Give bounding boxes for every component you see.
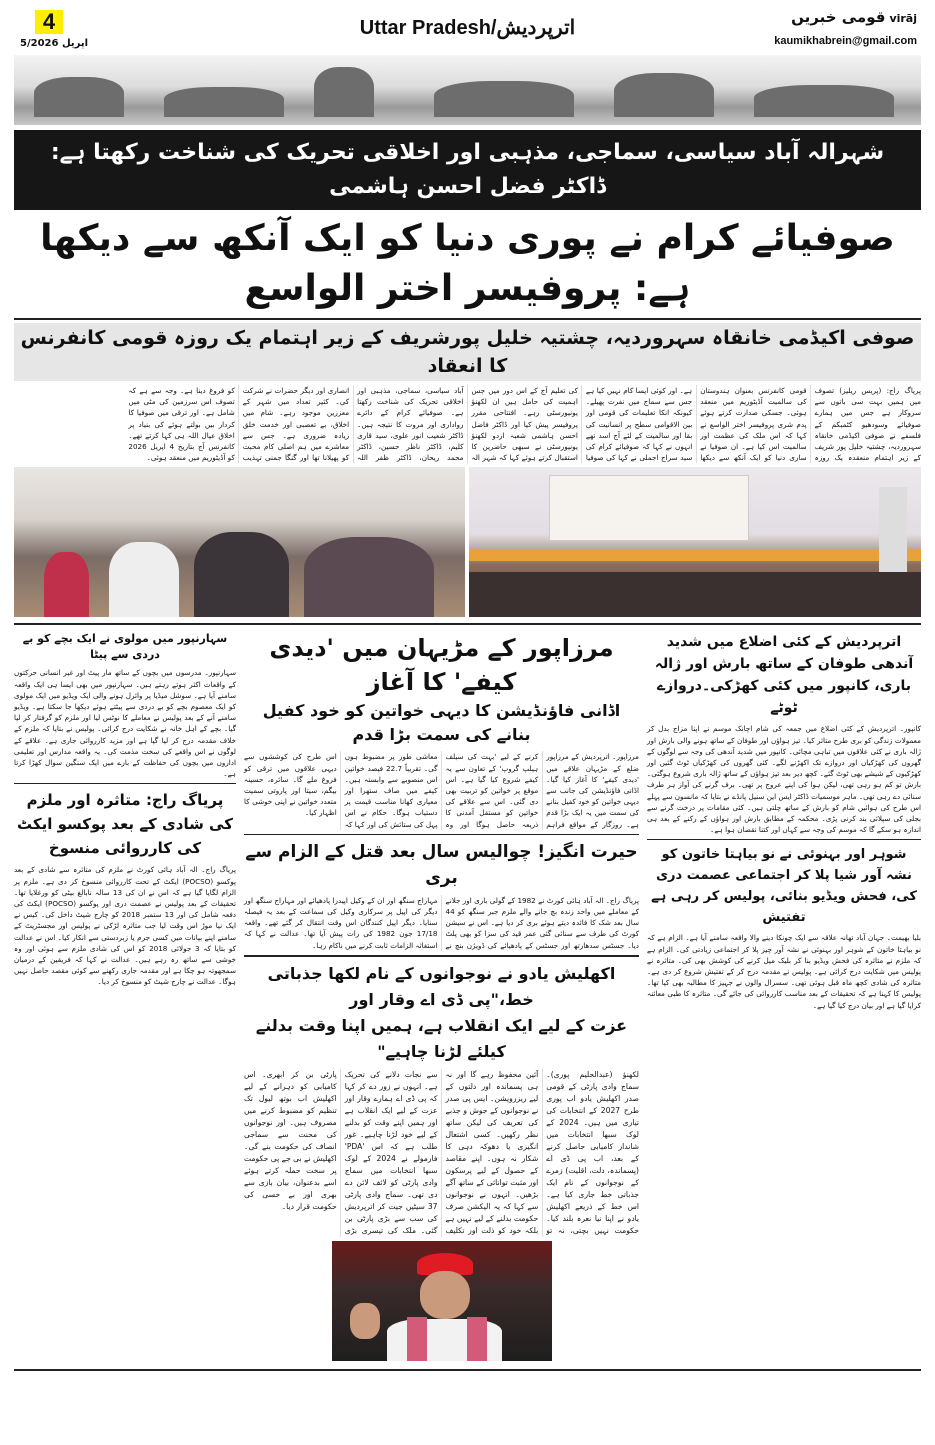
mirzapur-headline: مرزاپور کے مڑیہان میں 'دیدی کیفے' کا آغاز: [269, 634, 614, 697]
acquittal-body: پریاگ راج۔ الہ آباد ہائی کورٹ نے 1982 کے گولی باری اور جلانے کے معاملے میں واحد زندہ بچ جانے والے ملزم جبر سنگھ کو 44 سال بعد شک کا فائدہ دیتے ہوئے بری کر دیا ہے۔ اس نے سیشن کورٹ کی طرف سے سنائی گئی عمر قید کی سزا کو بھی پلٹ دیا۔ جسٹس سدھارتھ اور جسٹس کے پادھیائے کی ڈویژن بنچ نے مہاراج سنگھ اور ان کے وکیل اپیدرا پادھیائے اور مہاراج سنگھ اور دیگر کی اپیل پر سرکاری وکیل کی سماعت کے بعد یہ فیصلہ سنایا۔ دیگر اپیل کنندگان اس وقت انتقال کر گئے تھے۔ واقعہ 17/18 جون 1982 کی رات پیش آیا تھا۔ عدالت نے کہا کہ استغاثہ الزامات ثابت کرنے میں ناکام رہا۔: [244, 895, 639, 950]
logo-mark-icon: virāj: [889, 12, 917, 25]
left-column: [14, 631, 236, 987]
akhilesh-headline-line1: اکھلیش یادو نے نوجوانوں کے نام لکھا جذباتی خط،"پی ڈی اے وقار اور: [267, 963, 616, 1009]
acquittal-headline: حیرت انگیز! چوالیس سال بعد قتل کے الزام سے بری: [245, 841, 638, 888]
divider: [14, 318, 921, 320]
storm-headline: اترپردیش کے کئی اضلاع میں شدید آندھی طوفان کے ساتھ بارش اور ژالہ باری، کانپور میں کئی کھڑکی۔دروازے ٹوٹے: [654, 634, 914, 717]
saharanpur-body: سہارنپور۔ مدرسوں میں بچوں کے ساتھ مار پیٹ اور غیر انسانی حرکتوں کے واقعات اکثر ہوتے رہتے ہیں۔ سہارنپور میں بھی ایسا ہی ایک واقعہ سامنے آیا ہے۔ سوشل میڈیا پر وائرل ہونے والی ایک ویڈیو میں ایک مولوی کو ایک معصوم بچے کو بے دردی سے پیٹتے ہوئے دیکھا جا سکتا ہے۔ ویڈیو سامنے آنے کے بعد پولیس نے معاملے کا نوٹس لیا اور ملزم کو گرفتار کر لیا گیا۔ بچے کے اہل خانہ نے شکایت درج کرائی۔ پولیس نے بتایا کہ ملزم کے خلاف مقدمہ درج کر لیا گیا ہے اور مزید کارروائی جاری ہے۔ علاقے کے لوگوں نے اس واقعے کی سخت مذمت کی۔ یہ واقعہ مدارس اور تعلیمی اداروں میں بچوں کی حفاظت کے بارے میں ایک سنگین سوال کھڑا کرتا ہے۔: [14, 668, 236, 779]
contact-email[interactable]: kaumikhabrein@gmail.com: [774, 35, 917, 47]
saharanpur-headline: سہارنپور میں مولوی نے ایک بچے کو بے دردی سے پیٹا: [22, 632, 228, 662]
assault-headline: شوہر اور بہنوئی نے نو بیاہتا خاتون کو نشہ آور شیا پلا کر اجتماعی عصمت دری کی، فحش ویڈیو بنائی، پولیس کر رہی ہے تفتیش: [651, 847, 917, 926]
divider: [14, 623, 921, 625]
masthead: [14, 0, 921, 52]
divider: [14, 783, 236, 784]
akhilesh-yadav-photo: [332, 1241, 552, 1361]
issue-date: 5/اپریل 2026: [20, 38, 89, 49]
akhilesh-body: لکھنؤ (عبدالحلیم پوری)۔ سماج وادی پارٹی کے قومی صدر اکھلیش یادو اب پوری طرح 2027 کے انتخابات کی تیاری میں ہیں۔ 2024 کے لوک سبھا انتخابات میں شاندار کامیابی حاصل کرنے کے بعد، اب پی ڈی اے (پسماندہ، دلت، اقلیت) زمرے کے نوجوانوں کے نام ایک جذباتی خط جاری کیا ہے۔ اس خط کے ذریعے اکھلیش یادو نے اپنا نیا نعرہ بلند کیا۔ حکومت نہیں بچتی، نہ تو آئین محفوظ رہے گا اور نہ ہی پسماندہ اور دلتوں کے لیے ریزرویشن۔ ایس پی صدر نے نوجوانوں کے جوش و جذبے کی تعریف کی لیکن ساتھ نظر رکھیں۔ کسی اشتعال انگیزی یا دھوکہ دہی کا شکار نہ ہوں۔ اپنے مقاصد کے حصول کے لیے پرسکون اور مثبت توانائی کے ساتھ آگے بڑھیں۔ انہوں نے نوجوانوں سے کہا کہ یہ الیکشن صرف حکومت بدلنے کے لیے نہیں ہے بلکہ خود کو ذلت اور تکلیف سے نجات دلانے کی تحریک ہے۔ انہوں نے زور دے کر کہا کہ پی ڈی اے ہمارے وقار اور عزت کے لیے ایک انقلاب ہے اور ہمیں اپنے وقت کو بدلنے کے لیے خود لڑنا چاہیے۔ غور طلب ہے کہ اس 'PDA' فارمولے نے 2024 کے لوک سبھا انتخابات میں سماج وادی پارٹی کو لائف لائن دے دی تھی۔ سماج وادی پارٹی 37 سیٹیں جیت کر اترپردیش کی سب سے بڑی پارٹی بن گئی۔ ملک کی تیسری بڑی پارٹی بن کر ابھری۔ اس کامیابی کو دہرانے کے لیے اکھلیش اب بوتھ لیول تک تنظیم کو مضبوط کرنے میں مصروف ہیں۔ اور نوجوانوں کی محنت سے سماجی انصاف کی حکومت بنے گی۔ اکھلیش نے بی جے پی حکومت پر سخت حملہ کرتے ہوئے اسے بدعنوان، بیان بازی سے بھری اور بے حسی کی حکومت قرار دیا۔: [244, 1069, 639, 1235]
newspaper-logo: [791, 6, 917, 30]
lead-photos: [14, 467, 921, 617]
mirzapur-subheadline: اڈانی فاؤنڈیشن کا دیہی خواتین کو خود کفیل بنانے کی سمت بڑا قدم: [262, 701, 621, 745]
divider: [244, 834, 639, 835]
lead-top-banner: شہرالہ آباد سیاسی، سماجی، مذہبی اور اخلاقی تحریک کی شناخت رکھتا ہے: ڈاکٹر فضل احسن ہاشمی: [14, 130, 921, 210]
right-column: [647, 631, 921, 1010]
conference-stage-photo: [469, 467, 921, 617]
storm-body: کانپور۔ اترپردیش کے کئی اضلاع میں جمعہ کی شام اچانک موسم نے اپنا مزاج بدل کر معمولات زندگی کو بری طرح متاثر کیا۔ تیز ہواؤں اور طوفان کے ساتھ ہونے والی بارش اور ژالہ باری نے کئی علاقوں میں تباہی مچائی۔ کانپور میں شدید آندھی کی وجہ سے لوگوں کے گھروں کی کھڑکیاں اور دروازے تک اکھڑنے لگے۔ کئی گھروں کی کھڑکیاں ٹوٹ گئیں اور کھڑکیوں کے شیشے بھی ٹوٹ گئے۔ کچھ دیر بعد تیز ہواؤں کے ساتھ ژالہ باری شروع ہوگئی۔ بارش تو کم ہو رہی تھی، لیکن ہوا کی اپنے عروج پر تھی۔ برف گرنے کی آواز ہر طرف سنائی دے رہی تھی۔ ماہر موسمیات ڈاکٹر ایس این سنیل پانڈے نے بتایا کہ مانسون سے پہلے اس طرح کی ہوائیں شام کو بارش کے ساتھ چلتی ہیں۔ کئی مقامات پر درخت گرنے سے بجلی کی سپلائی بند کرنی پڑی۔ محکمہ کے مطابق بارش اور ہواؤں کے رکنے کے بعد ہی اندازہ ہو سکے گا کہ موسم کی وجہ سے کہاں اور کتنا نقصان ہوا ہے۔: [647, 724, 921, 835]
lead-headline: صوفیائے کرام نے پوری دنیا کو ایک آنکھ سے دیکھا ہے: پروفیسر اختر الواسع: [40, 218, 895, 309]
divider: [244, 955, 639, 957]
logo-text: قومی خبریں: [791, 8, 886, 26]
page-number: 4: [35, 10, 63, 34]
akhilesh-headline-line2: عزت کے لیے ایک انقلاب ہے، ہمیں اپنا وقت بدلنے کیلئے لڑنا چاہیے": [255, 1015, 628, 1061]
page-title: Uttar Pradesh/اترپردیش: [359, 17, 576, 39]
footer-rule: [14, 1369, 921, 1371]
monuments-banner-image: [14, 55, 921, 125]
divider: [647, 839, 921, 840]
prayagraj-pocso-body: پریاگ راج۔ الہ آباد ہائی کورٹ نے ملزم کی متاثرہ سے شادی کے بعد پوکسو (POCSO) ایکٹ کے تحت کارروائی منسوخ کر دی ہے۔ ملزم پر الزام لگایا گیا ہے کہ اس نے ان کی 13 سالہ نابالغ بیٹی کو ورغلایا تھا۔ تحقیقات کے بعد پولیس نے عصمت دری اور پوکسو (POCSO) ایکٹ کی دفعہ شامل کی اور 13 ستمبر 2018 کو چارج شیٹ داخل کی۔ کیس نے ایک نیا موڑ اس وقت لیا جب متاثرہ لڑکی نے پولیس اور مجسٹریٹ کے سامنے اپنے بیانات میں کسی جرم یا زبردستی سے انکار کیا۔ اس نے عدالت کو بتایا کہ 3 جولائی 2018 کو اس کی شادی ملزم سے ہوئی اور وہ خوشی سے ساتھ رہ رہے ہیں۔ عدالت نے کہا کہ فریقین کے درمیان سمجھوتہ ہو چکا ہے اور مقدمہ جاری رکھنے سے کوئی مقصد حاصل نہیں ہوگا۔ عدالت نے چارج شیٹ کو منسوخ کر دیا۔: [14, 865, 237, 987]
mirzapur-body: مرزاپور۔ اترپردیش کے مرزاپور ضلع کے مڑیہان علاقے میں 'دیدی کیفے' کا آغاز کیا گیا۔ اڈانی فاؤنڈیشن کی جانب سے دیہی خواتین کو خود کفیل بنانے کی سمت میں یہ ایک بڑا قدم ہے۔ روزگار کے مواقع فراہم کرنے کے لیے 'بہت کی سیلف ہیلپ گروپ' کے تعاون سے یہ کیفے شروع کیا گیا ہے۔ اس موقع پر خواتین کو تربیت بھی دی گئی۔ اس سے علاقے کی خواتین کو مستقل آمدنی کا ذریعہ حاصل ہوگا اور وہ معاشی طور پر مضبوط ہوں گی۔ تقریباً 22.7 فیصد خواتین اس منصوبے سے وابستہ ہیں۔ کیفے میں صاف ستھرا اور معیاری کھانا مناسب قیمت پر دستیاب ہوگا۔ حکام نے اس پہل کی ستائش کی اور کہا کہ اس طرح کی کوششوں سے دیہی علاقوں میں ترقی کو فروغ ملے گا۔ سائرہ، حسینہ بیگم، سیتا اور پاروتی سمیت متعدد خواتین نے اپنی خوشی کا اظہار کیا۔: [244, 752, 639, 829]
conference-audience-photo: [14, 467, 465, 617]
assault-body: بلیا بھیمت۔ جہان آباد تھانہ علاقہ سے ایک چونکا دینے والا واقعہ سامنے آیا ہے۔ الزام ہے کہ نو بیاہتا خاتون کے شوہر اور بہنوئی نے نشہ آور چیز پلا کر اجتماعی زیادتی کی۔ الزام ہے کہ ملزم نے متاثرہ کی فحش ویڈیو بنا کر بلیک میل کرنے کی کوشش بھی کی۔ متاثرہ نے پولیس میں شکایت درج کرائی ہے۔ پولیس نے مقدمہ درج کر کے تفتیش شروع کر دی ہے۔ متاثرہ کی شادی کچھ ماہ قبل ہوئی تھی۔ سسرال والوں نے جہیز کا مطالبہ بھی کیا تھا۔ پولیس کا کہنا ہے کہ تحقیقات کے بعد مناسب کارروائی کی جائے گی۔ متاثرہ کا طبی معائنہ کرایا گیا ہے اور بیان درج کیا گیا ہے۔: [647, 933, 921, 1010]
lead-subheadline: صوفی اکیڈمی خانقاہ سہروردیہ، چشتیہ خلیل پورشریف کے زیر اہتمام یک روزہ قومی کانفرنس کا انعقاد: [14, 323, 921, 381]
middle-column: [244, 631, 639, 1360]
prayagraj-pocso-headline: پریاگ راج: متاثرہ اور ملزم کی شادی کے بعد پوکسو ایکٹ کی کارروائی منسوخ: [17, 791, 233, 858]
lead-body: پریاگ راج: (پریس ریلیز) تصوف میں ہمیں بہت سی باتوں سے سروکار ہے جس میں ہمارے صوفیائے وسودھیو کٹمبکم کے فلسفے نے صوفی اکیڈمی خانقاہ سہروردیہ، چشتیہ خلیل پور شریف کے زیر اہتمام منعقدہ یک روزہ قومی کانفرنس بعنوان ہندوستان کی سالمیت آڈیٹوریم میں منعقد ہوئی۔ جسکی صدارت کرتے ہوئے پدم شری پروفیسر اختر الواسع نے کہا کہ اس ملک کی عظمت اور سالمیت اس کیا ہے۔ ان صوفیا نے ساری دنیا کو ایک آنکھ سے دیکھا ہے۔ اور کوئی ایسا کام نہیں کیا ہے جس سے سماج میں نفرت پھیلے۔ کیونکہ انکا تعلیمات کی قومی اور بین الاقوامی سطح پر انسانیت کی بقا اور سالمیت کے لئے آج اسد تھے انہوں نے کہا کہ صوفیائے کرام کی سید سراج اجملی نے کہا کی صوفیا کی تعلیم آج کے اس دور میں جس اہمیت کی حامل ہیں ان لکھنؤ یونیورسٹی رہے۔ افتتاحی مقرر پروفیسر پیش کیا اور ڈاکٹر فاضل احسن ہاشمی شعبہ اردو لکھنؤ یونیورسٹی نے سبھی حاضرین کا استقبال کرتے ہوئے کہا کہ شہر الہ آباد سیاسی، سماجی، مذہبی اور اخلاقی تحریک کی شناخت رکھتا ہے۔ صوفیائے کرام کے دائرے رواداری اور مروت کا نتیجہ ہیں۔ ڈاکٹر شعیب انور علوی، سید قاری کلیم، ڈاکٹر ناظر حسین، ڈاکٹر محمد ریحان، ڈاکٹر ظفر اللہ انصاری اور دیگر حضرات نے شرکت کی۔ کثیر تعداد میں شہر کے معززین موجود رہے۔ شام میں اخلاق، بے تعصبی اور خدمت خلق زیادہ ضروری ہے۔ جس سے معاشرے میں ہم اصلی کام محبت کو پھیلانا تھا اور گنگا جمنی تہذیب کو فروغ دینا ہے۔ وجہ سے ہے کہ تصوف اس سرزمین کی مٹی میں شامل ہے۔ اور ترقی میں صوفیا کا کردار بیں بولتے ہوئے کی بنیاد پر اخلاق عیال اللہ ہی کہا کرتے تھے۔ کانفرنس آج بتاریخ 4 اپریل 2026 کو آڈیٹوریم میں منعقد ہوئی۔: [128, 386, 921, 463]
